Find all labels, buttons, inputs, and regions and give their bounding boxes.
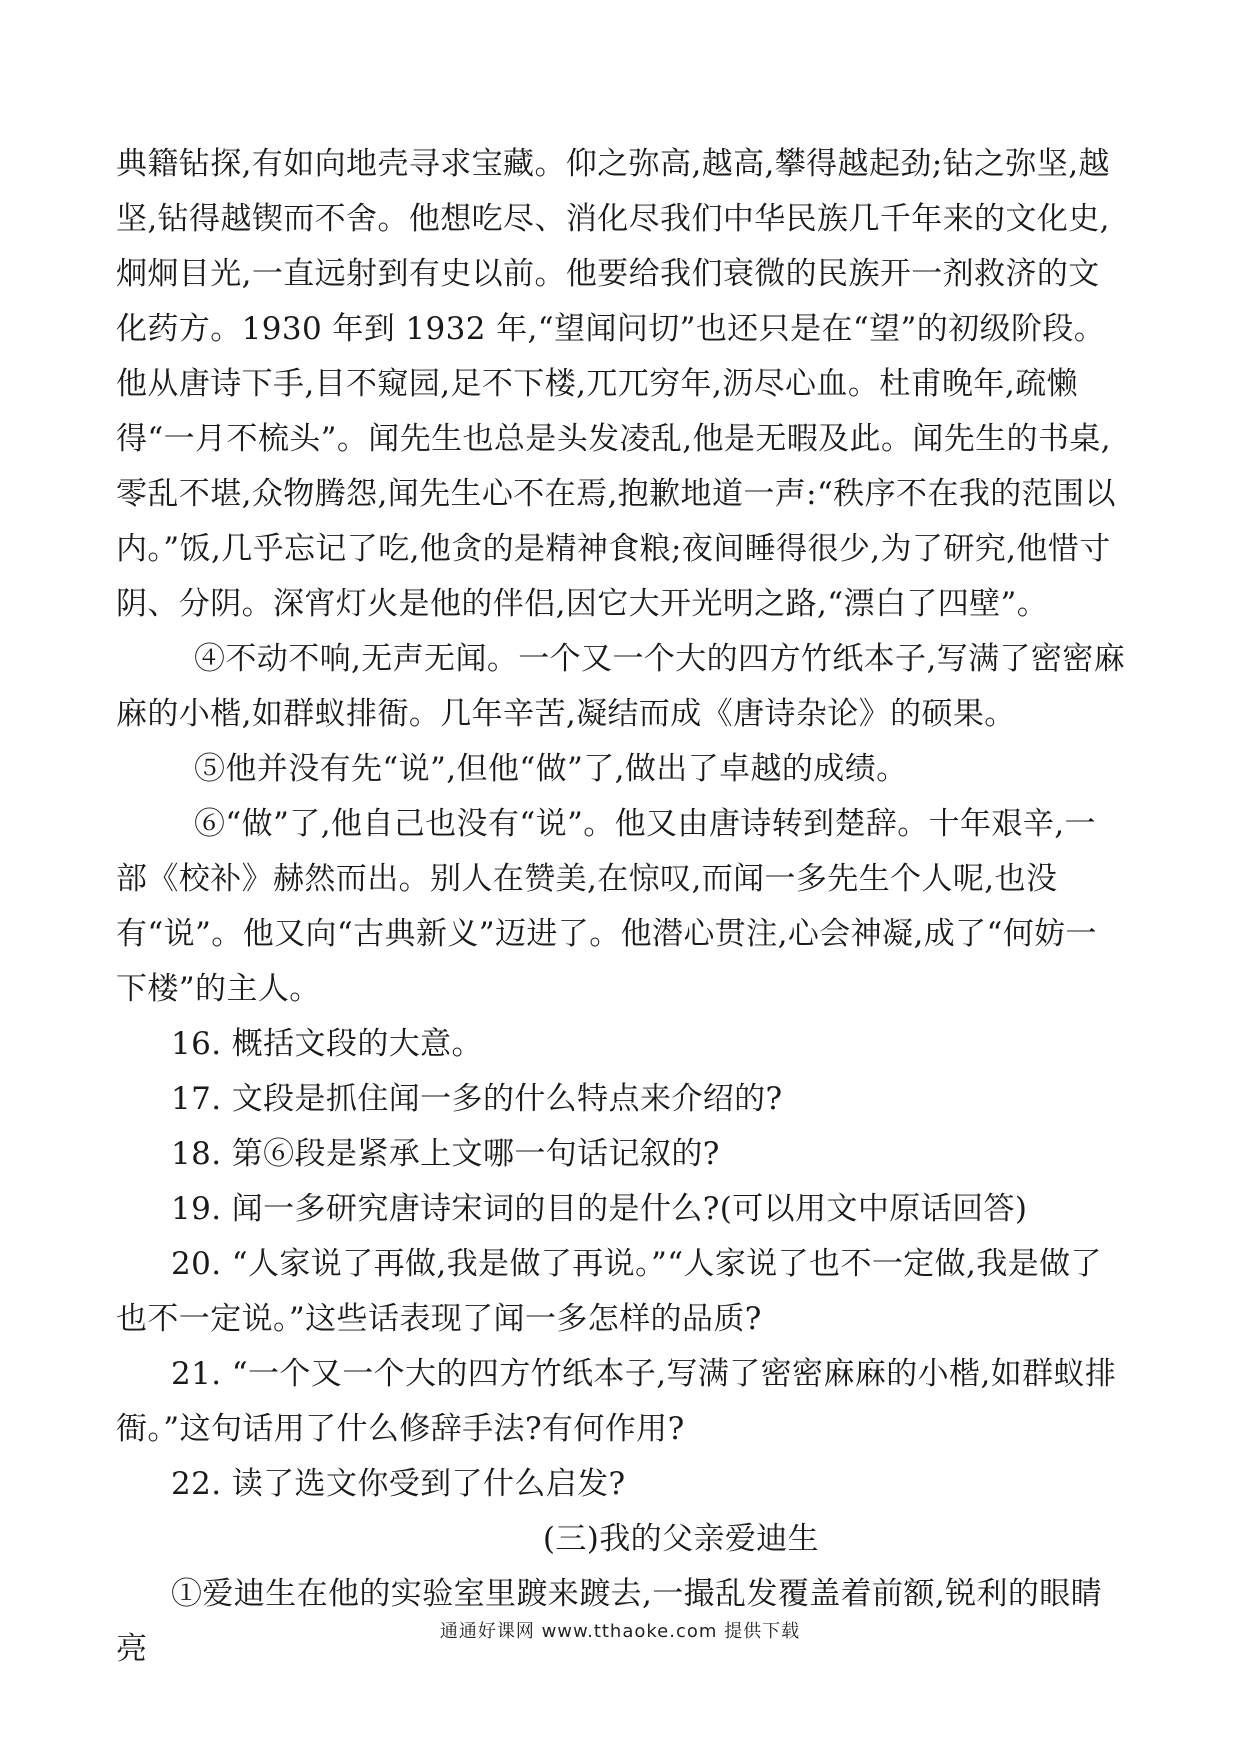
question-18: 18. 第⑥段是紧承上文哪一句话记叙的? bbox=[171, 1136, 720, 1172]
question-21: 21. “一个又一个大的四方竹纸本子,写满了密密麻麻的小楷,如群蚁排衙。”这句话用了什么修辞手法?有何作用? bbox=[116, 1356, 1117, 1447]
paragraph-5: ⑤他并没有先“说”,但他“做”了,做出了卓越的成绩。 bbox=[194, 751, 908, 787]
paragraph-6: ⑥“做”了,他自己也没有“说”。他又由唐诗转到楚辞。十年艰辛,一部《校补》赫然而出。别人在赞美,在惊叹,而闻一多先生个人呢,也没有“说”。他又向“古典新义”迈进了。他潜心贯注,心会神凝,成了“何妨一下楼”的主人。 bbox=[116, 806, 1097, 1007]
question-16: 16. 概括文段的大意。 bbox=[171, 1026, 483, 1062]
paragraph-4: ④不动不响,无声无闻。一个又一个大的四方竹纸本子,写满了密密麻麻的小楷,如群蚁排衙。几年辛苦,凝结而成《唐诗杂论》的硕果。 bbox=[116, 641, 1126, 732]
question-20: 20. “人家说了再做,我是做了再说。”“人家说了也不一定做,我是做了也不一定说。”这些话表现了闻一多怎样的品质? bbox=[116, 1246, 1102, 1337]
footer-watermark: 通通好课网 www.tthaoke.com 提供下载 bbox=[439, 1621, 801, 1642]
question-19: 19. 闻一多研究唐诗宋词的目的是什么?(可以用文中原话回答) bbox=[171, 1191, 1028, 1227]
next-paragraph: ①爱迪生在他的实验室里踱来踱去,一撮乱发覆盖着前额,锐利的眼睛亮 bbox=[116, 1576, 1103, 1667]
section-title: (三)我的父亲爱迪生 bbox=[542, 1521, 820, 1557]
question-22: 22. 读了选文你受到了什么启发? bbox=[171, 1466, 626, 1502]
question-17: 17. 文段是抓住闻一多的什么特点来介绍的? bbox=[171, 1081, 783, 1117]
document-body bbox=[116, 137, 1126, 1677]
paragraph-continued: 典籍钻探,有如向地壳寻求宝藏。仰之弥高,越高,攀得越起劲;钻之弥坚,越坚,钻得越锲而不舍。他想吃尽、消化尽我们中华民族几千年来的文化史,炯炯目光,一直远射到有史以前。他要给我们衰微的民族开一剂救济的文化药方。1930 年到 1932 年,“望闻问切”也还只是在“望”的初级阶段。他从唐诗下手,目不窥园,足不下楼,兀兀穷年,沥尽心血。杜甫晚年,疏懒得“一月不梳头”。闻先生也总是头发凌乱,他是无暇及此。闻先生的书桌,零乱不堪,众物腾怨,闻先生心不在焉,抱歉地道一声:“秩序不在我的范围以内。”饭,几乎忘记了吃,他贪的是精神食粮;夜间睡得很少,为了研究,他惜寸阴、分阴。深宵灯火是他的伴侣,因它大开光明之路,“漂白了四壁”。 bbox=[116, 146, 1116, 622]
